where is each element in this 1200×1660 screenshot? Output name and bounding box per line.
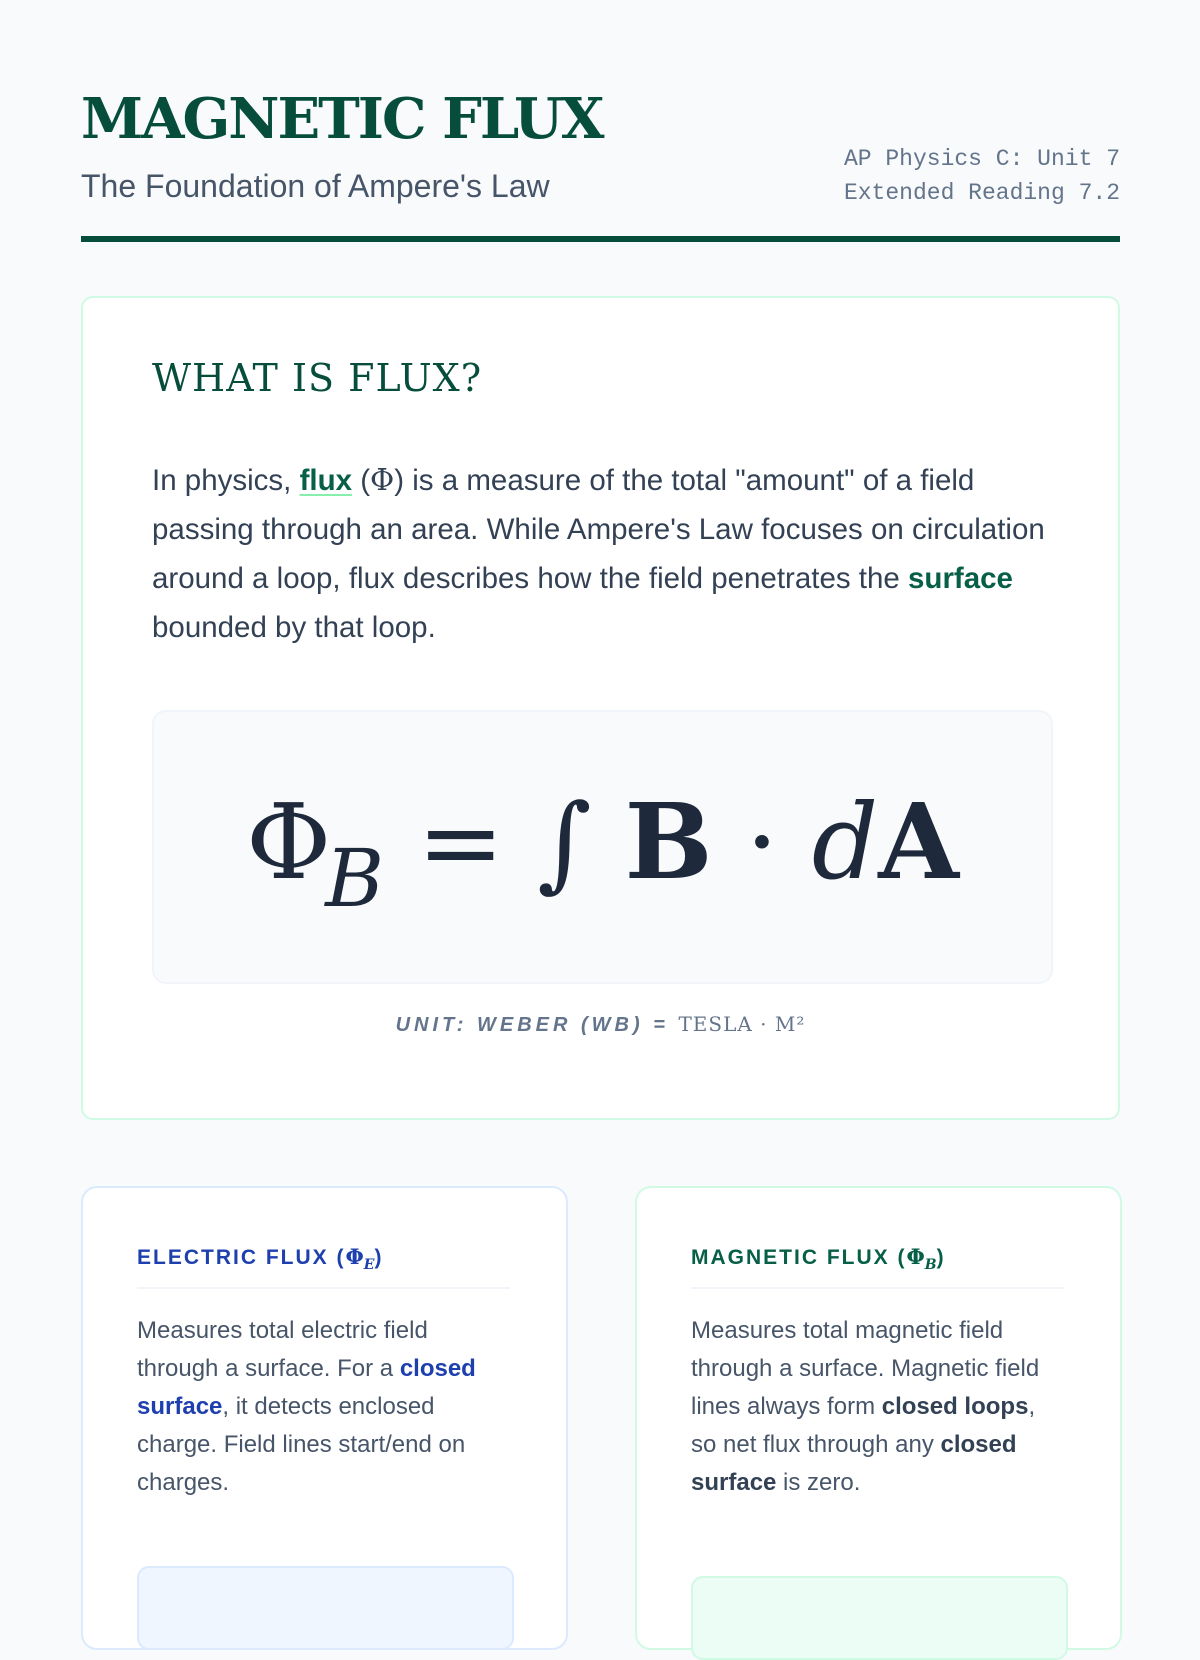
- heading-text: ): [374, 1246, 384, 1269]
- electric-flux-description: [137, 1312, 512, 1502]
- header-divider: [81, 236, 1120, 242]
- intro-text: ) is a measure of the total "amount" of a field passing through an area. While Ampere's Law focuses on circulation around a loop, flux describes how the field penetrates the: [152, 464, 1045, 595]
- magnetic-flux-card: [635, 1186, 1122, 1650]
- heading-text: MAGNETIC FLUX (: [691, 1246, 907, 1269]
- unit-label: UNIT: WEBER (WB) =: [395, 1014, 679, 1036]
- phi-symbol: Φ: [345, 1244, 364, 1269]
- description-text: is zero.: [776, 1469, 861, 1496]
- formula-integral: = ∫: [384, 781, 592, 903]
- phi-symbol: Φ: [370, 463, 395, 497]
- formula-field-vector: B: [624, 780, 713, 903]
- magnetic-flux-heading: [691, 1244, 1064, 1289]
- description-text: , it detects enclosed charge. Field lines start/end on charges.: [137, 1393, 466, 1496]
- formula-box: [152, 710, 1053, 984]
- heading-text: ELECTRIC FLUX (: [137, 1246, 346, 1269]
- surface-emphasis: surface: [908, 562, 1013, 595]
- heading-text: ): [936, 1246, 946, 1269]
- flux-term-link[interactable]: flux: [299, 464, 353, 497]
- description-text: , so net flux through any: [691, 1393, 1036, 1458]
- course-meta: [844, 142, 1120, 210]
- reading-number: Extended Reading 7.2: [843, 180, 1120, 206]
- closed-loops-emphasis: closed loops: [881, 1393, 1029, 1420]
- unit-caption: [83, 1012, 1118, 1037]
- course-unit: AP Physics C: Unit 7: [843, 146, 1120, 172]
- intro-paragraph: [152, 456, 1057, 652]
- formula-area-vector: A: [878, 780, 959, 903]
- description-text: Measures total magnetic field through a surface. Magnetic field lines always form: [691, 1317, 1040, 1420]
- header: [81, 0, 1120, 245]
- closed-surface-emphasis: closed surface: [137, 1355, 476, 1420]
- page-title: MAGNETIC FLUX: [81, 86, 603, 152]
- magnetic-flux-description: [691, 1312, 1066, 1502]
- section-heading: WHAT IS FLUX?: [152, 356, 483, 400]
- unit-value: TESLA · M²: [678, 1012, 806, 1036]
- definition-card: [81, 296, 1120, 1120]
- intro-text: (: [352, 464, 371, 497]
- electric-flux-heading: [137, 1244, 510, 1289]
- formula-differential: d: [811, 781, 879, 903]
- phi-symbol: Φ: [906, 1244, 925, 1269]
- intro-text: bounded by that loop.: [152, 611, 436, 644]
- page: [81, 0, 1120, 1496]
- formula-phi: Φ: [246, 781, 332, 903]
- electric-flux-callout: [137, 1566, 514, 1650]
- description-text: Measures total electric field through a surface. For a: [137, 1317, 428, 1382]
- magnetic-flux-callout: [691, 1576, 1068, 1660]
- page-subtitle: The Foundation of Ampere's Law: [81, 168, 550, 204]
- closed-surface-emphasis: closed surface: [691, 1431, 1017, 1496]
- intro-text: In physics,: [152, 464, 300, 497]
- electric-flux-card: [81, 1186, 568, 1650]
- formula-dot: ·: [712, 781, 812, 903]
- phi-subscript: E: [363, 1257, 375, 1274]
- formula-subscript: B: [325, 832, 385, 925]
- flux-formula: [154, 772, 1051, 949]
- phi-subscript: B: [924, 1257, 937, 1274]
